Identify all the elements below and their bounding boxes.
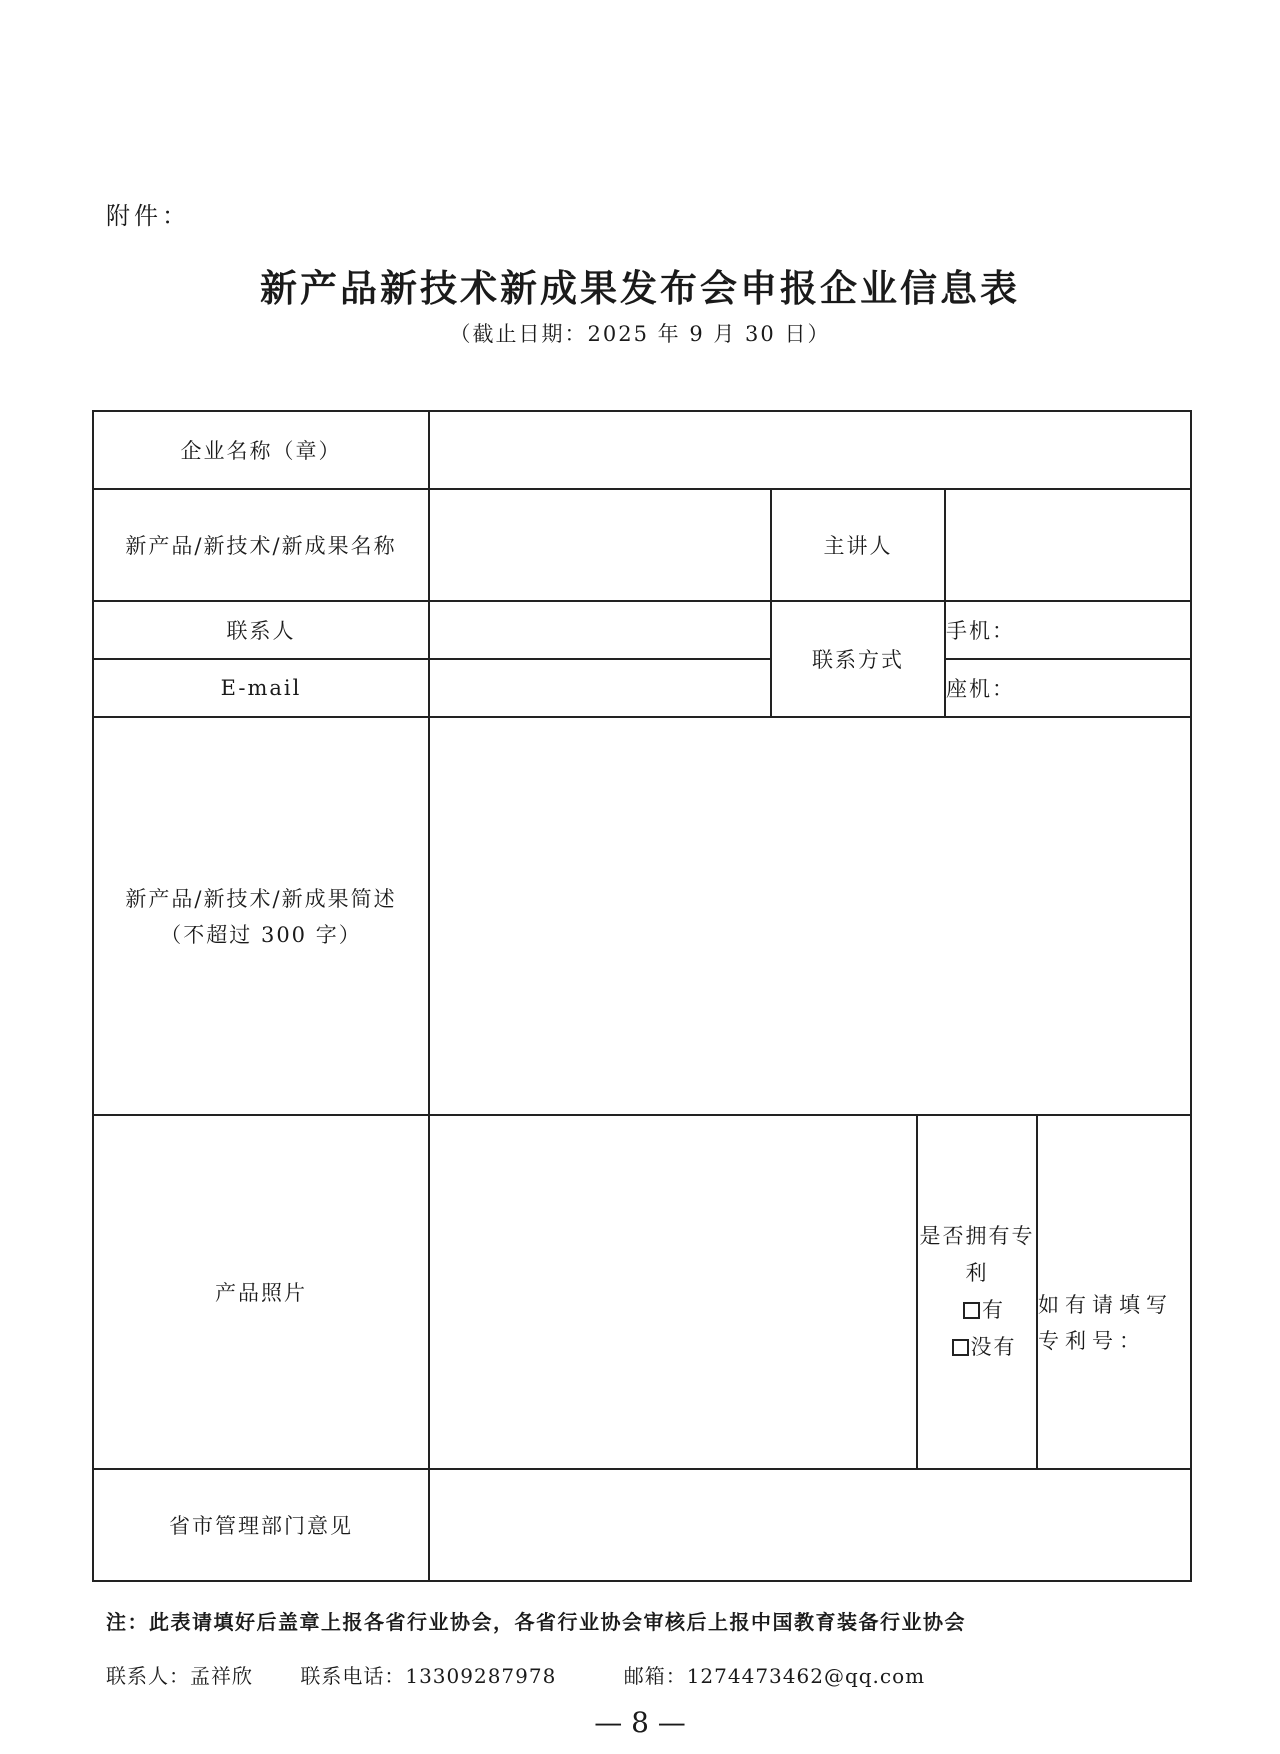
email-label: E-mail [93,659,429,717]
patent-number-field[interactable] [1037,1115,1191,1469]
page-title: 新产品新技术新成果发布会申报企业信息表 [260,266,1020,310]
contact-phone: 联系电话：13309287978 [300,1664,557,1688]
patent-question-label: 是否拥有专利 [919,1224,1035,1285]
row-contact-person [93,601,1191,659]
speaker-label: 主讲人 [771,489,945,601]
deadline-note: （截止日期：2025 年 9 月 30 日） [449,322,831,346]
row-product-name [93,489,1191,601]
description-label-cell [93,717,429,1115]
speaker-field[interactable] [945,489,1191,601]
product-name-label: 新产品/新技术/新成果名称 [93,489,429,601]
page-number: — 8 — [594,1706,686,1739]
patent-question-cell [917,1115,1037,1469]
patent-option-yes-label: 有 [982,1298,1005,1322]
contact-line [106,1660,925,1689]
row-opinion [93,1469,1191,1581]
description-limit: （不超过 300 字） [160,923,362,947]
mobile-field[interactable]: 手机： [945,601,1191,659]
row-photo-patent [93,1115,1191,1469]
attachment-label: 附件： [106,202,190,230]
product-name-field[interactable] [429,489,771,601]
email-field[interactable] [429,659,771,717]
opinion-label: 省市管理部门意见 [93,1469,429,1581]
checkbox-yes[interactable] [963,1302,980,1319]
patent-option-no-label: 没有 [970,1335,1017,1359]
footnote: 注：此表请填好后盖章上报各省行业协会，各省行业协会审核后上报中国教育装备行业协会 [106,1610,966,1634]
checkbox-no[interactable] [952,1339,969,1356]
patent-number-label: 如有请填写专利号： [1038,1293,1173,1353]
contact-person-field[interactable] [429,601,771,659]
company-name-label: 企业名称（章） [93,411,429,489]
enterprise-info-form [92,410,1192,1582]
row-description [93,717,1191,1115]
company-name-field[interactable] [429,411,1191,489]
photo-field[interactable] [429,1115,917,1469]
contact-email: 邮箱：1274473462@qq.com [623,1664,926,1688]
photo-label: 产品照片 [93,1115,429,1469]
patent-option-no[interactable] [932,1329,1036,1366]
row-email [93,659,1191,717]
description-field[interactable] [429,717,1191,1115]
contact-method-label: 联系方式 [771,601,945,717]
opinion-field[interactable] [429,1469,1191,1581]
landline-field[interactable]: 座机： [945,659,1191,717]
contact-person: 联系人：孟祥欣 [106,1664,253,1688]
patent-option-yes[interactable] [932,1292,1036,1329]
description-label: 新产品/新技术/新成果简述 [125,887,397,911]
contact-person-label: 联系人 [93,601,429,659]
row-company-name [93,411,1191,489]
